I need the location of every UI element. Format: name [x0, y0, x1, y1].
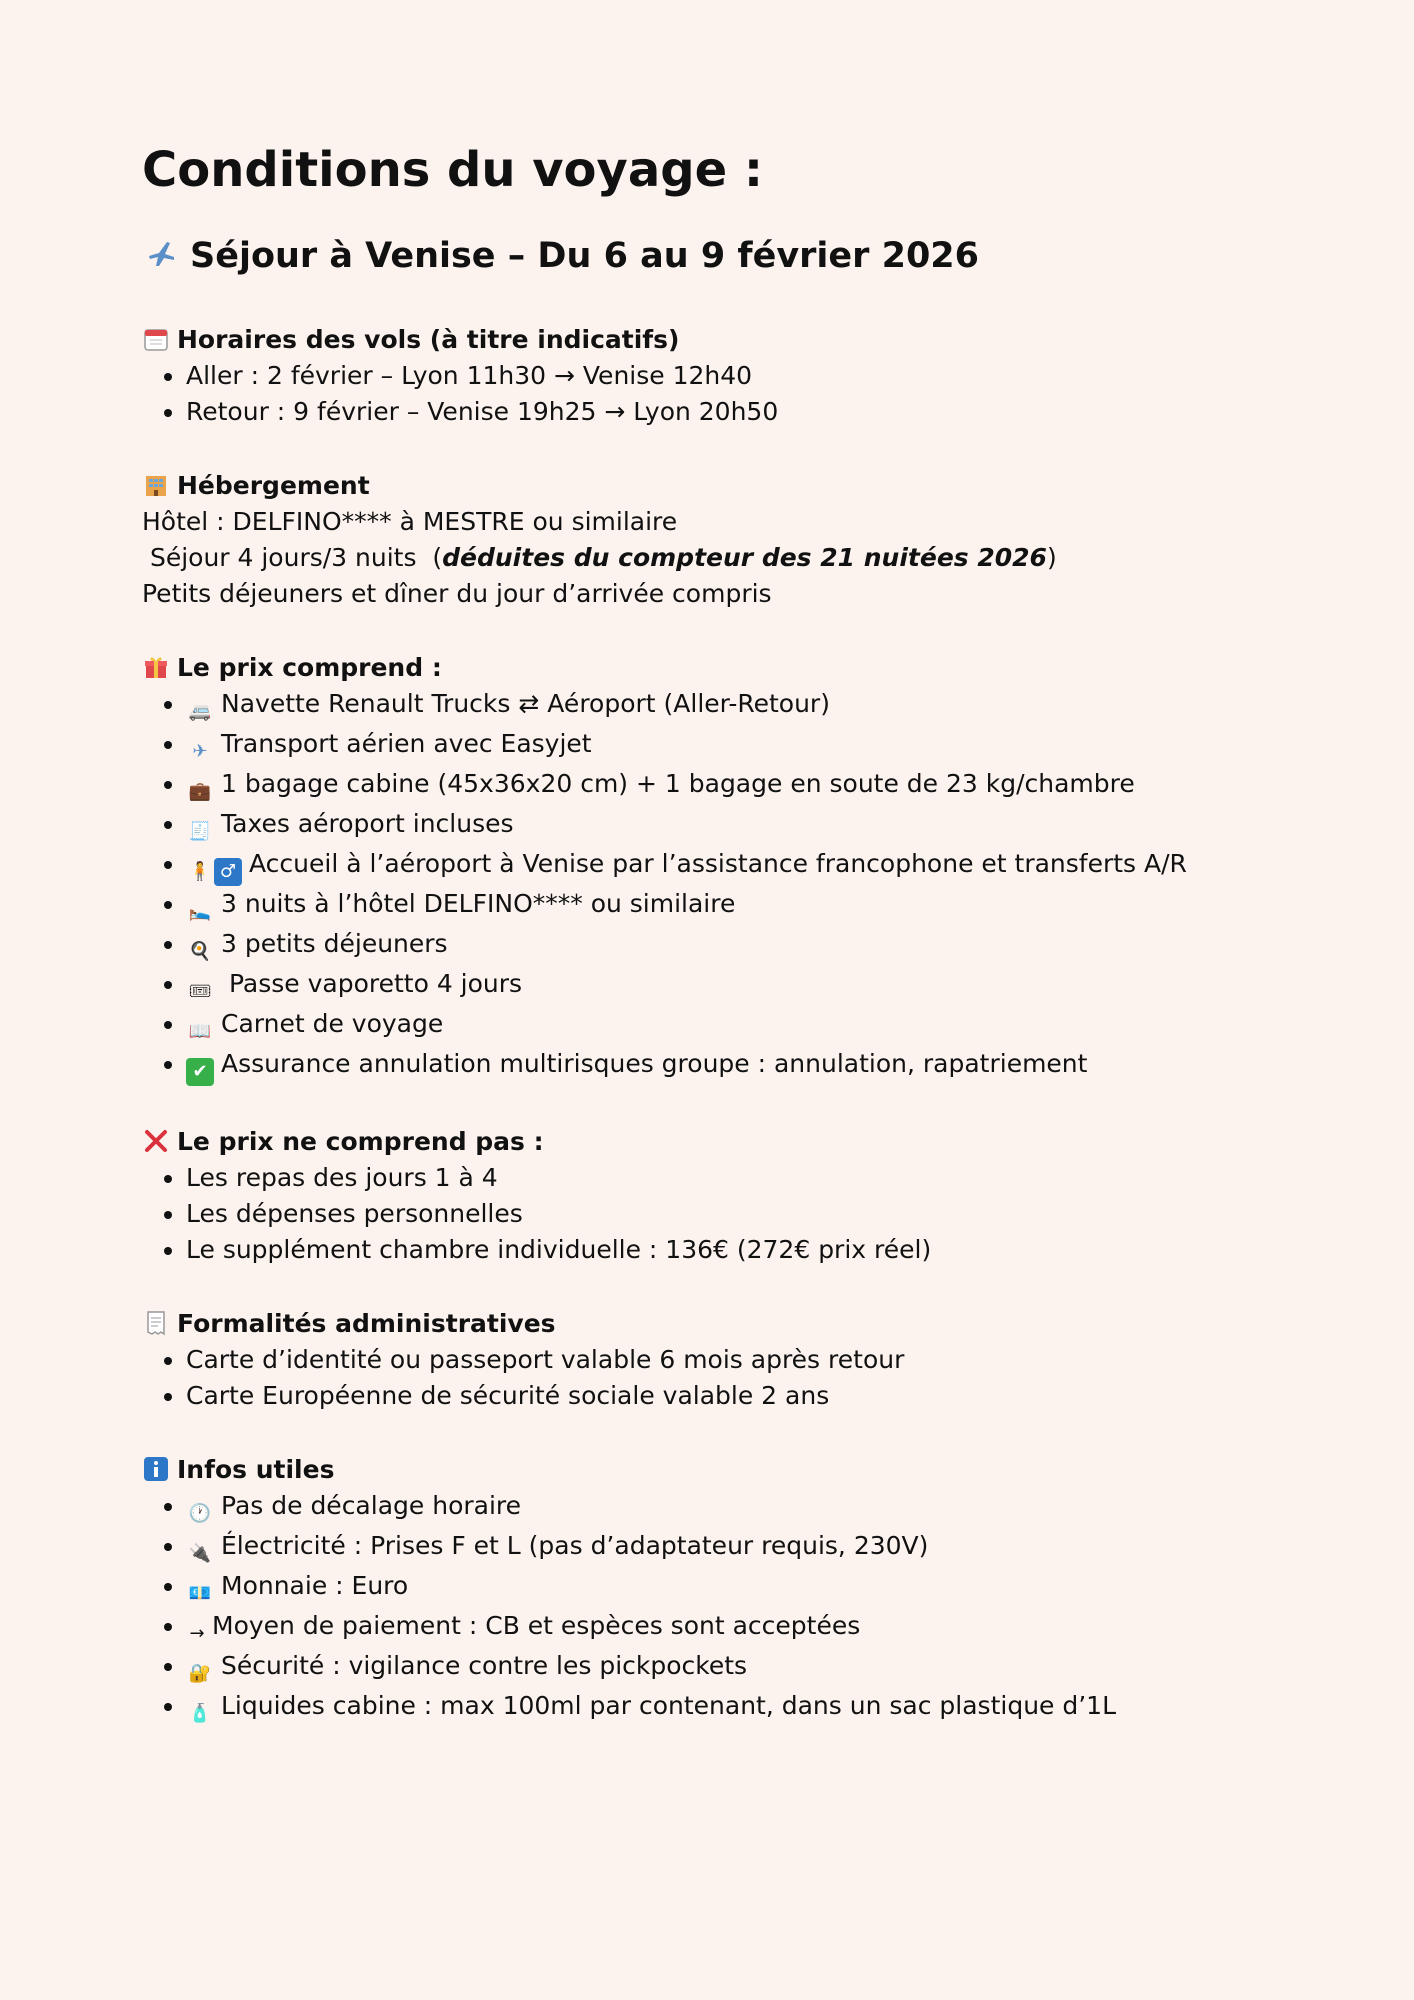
cross-icon [142, 1128, 170, 1156]
list-item [186, 806, 1292, 846]
list-item-text: Liquides cabine : max 100ml par contenant, dans un sac plastique d’1L [221, 1691, 1117, 1720]
list-item [186, 966, 1292, 1006]
document-content [142, 138, 1292, 1728]
clock-icon: 🕐 [188, 1503, 212, 1524]
included-heading-text: Le prix comprend : [177, 653, 442, 682]
list-item: • Le supplément chambre individuelle : 136€ (272€ prix réel) [186, 1232, 1292, 1268]
accommodation-heading-text: Hébergement [177, 471, 370, 500]
flights-heading-text: Horaires des vols (à titre indicatifs) [177, 325, 680, 354]
list-item: • Carte d’identité ou passeport valable 6 mois après retour [186, 1342, 1292, 1378]
check-icon: ✔ [186, 1058, 214, 1086]
excluded-list [142, 1160, 1292, 1268]
info-icon [142, 1456, 170, 1484]
stay-line-emphasis: déduites du compteur des 21 nuitées 2026 [442, 543, 1047, 572]
list-item [186, 926, 1292, 966]
gift-icon [142, 654, 170, 682]
list-item [186, 1046, 1292, 1086]
list-item-text: Monnaie : Euro [221, 1571, 409, 1600]
male-sign-icon: ♂ [214, 858, 242, 886]
formalities-section [142, 1306, 1292, 1414]
list-item: • Les repas des jours 1 à 4 [186, 1160, 1292, 1196]
list-item-text: Taxes aéroport incluses [221, 809, 514, 838]
included-list [142, 686, 1292, 1086]
book-icon: 📖 [188, 1021, 212, 1042]
airplane-icon [142, 236, 182, 276]
excluded-heading [142, 1124, 1292, 1160]
list-item-text: 3 nuits à l’hôtel DELFINO**** ou similaire [221, 889, 736, 918]
receipt-icon [142, 1310, 170, 1338]
info-heading-text: Infos utiles [177, 1455, 335, 1484]
receipt-icon: 🧾 [188, 821, 212, 842]
bottle-icon: 🧴 [188, 1703, 212, 1724]
formalities-heading-text: Formalités administratives [177, 1309, 556, 1338]
formalities-list [142, 1342, 1292, 1414]
list-item-text: Navette Renault Trucks ⇄ Aéroport (Aller-Retour) [221, 689, 830, 718]
page-title: Conditions du voyage : [142, 142, 764, 198]
list-item [186, 1688, 1292, 1728]
meals-line: Petits déjeuners et dîner du jour d’arrivée compris [142, 579, 772, 608]
list-item-text: Passe vaporetto 4 jours [221, 969, 523, 998]
accommodation-heading [142, 468, 1292, 504]
list-item [186, 1608, 1292, 1648]
list-item-text: Carnet de voyage [221, 1009, 444, 1038]
list-item-text: Moyen de paiement : CB et espèces sont acceptées [212, 1611, 861, 1640]
accommodation-section [142, 468, 1292, 612]
flights-list [142, 358, 1292, 430]
stay-line-prefix: Séjour 4 jours/3 nuits ( [142, 543, 443, 572]
list-item [186, 686, 1292, 726]
stay-line [142, 540, 1292, 576]
formalities-heading [142, 1306, 1292, 1342]
list-item-text: Électricité : Prises F et L (pas d’adaptateur requis, 230V) [221, 1531, 929, 1560]
list-item-text: Assurance annulation multirisques groupe : annulation, rapatriement [221, 1049, 1088, 1078]
excluded-heading-text: Le prix ne comprend pas : [177, 1127, 544, 1156]
list-item [186, 1488, 1292, 1528]
list-item-text: 1 bagage cabine (45x36x20 cm) + 1 bagage en soute de 23 kg/chambre [221, 769, 1135, 798]
list-item-text: Sécurité : vigilance contre les pickpockets [221, 1651, 748, 1680]
trip-subtitle-text: Séjour à Venise – Du 6 au 9 février 2026 [190, 236, 980, 276]
airplane-icon: ✈ [192, 741, 208, 762]
calendar-icon [142, 326, 170, 354]
list-item: • Retour : 9 février – Venise 19h25 → Lyon 20h50 [186, 394, 1292, 430]
list-item [186, 1006, 1292, 1046]
list-item-text: Transport aérien avec Easyjet [221, 729, 592, 758]
arrow-icon: → [189, 1623, 205, 1644]
hotel-line: Hôtel : DELFINO**** à MESTRE ou similaire [142, 507, 678, 536]
info-heading [142, 1452, 1292, 1488]
list-item [186, 886, 1292, 926]
list-item [186, 1648, 1292, 1688]
plug-icon: 🔌 [188, 1543, 212, 1564]
info-section [142, 1452, 1292, 1728]
list-item-text: 3 petits déjeuners [221, 929, 448, 958]
excluded-section [142, 1124, 1292, 1268]
list-item-text: Accueil à l’aéroport à Venise par l’assistance francophone et transferts A/R [249, 849, 1187, 878]
frying-pan-icon: 🍳 [188, 941, 212, 962]
bus-icon: 🚐 [188, 701, 212, 722]
included-section [142, 650, 1292, 1086]
banknote-icon: 💶 [188, 1583, 212, 1604]
list-item [186, 1568, 1292, 1608]
list-item [186, 726, 1292, 766]
list-item [186, 1528, 1292, 1568]
person-icon: 🧍 [188, 861, 212, 882]
list-item [186, 846, 1292, 886]
stay-line-suffix: ) [1046, 543, 1057, 572]
lock-icon: 🔐 [188, 1663, 212, 1684]
list-item: • Les dépenses personnelles [186, 1196, 1292, 1232]
hotel-icon [142, 472, 170, 500]
bed-icon: 🛌 [188, 901, 212, 922]
list-item: • Aller : 2 février – Lyon 11h30 → Venise 12h40 [186, 358, 1292, 394]
included-heading [142, 650, 1292, 686]
trip-subtitle [142, 228, 1292, 284]
info-list [142, 1488, 1292, 1728]
list-item: • Carte Européenne de sécurité sociale valable 2 ans [186, 1378, 1292, 1414]
list-item [186, 766, 1292, 806]
ticket-icon: 🎟 [188, 981, 212, 1002]
list-item-text: Pas de décalage horaire [221, 1491, 522, 1520]
briefcase-icon: 💼 [188, 781, 212, 802]
flights-heading [142, 322, 1292, 358]
flights-section [142, 322, 1292, 430]
